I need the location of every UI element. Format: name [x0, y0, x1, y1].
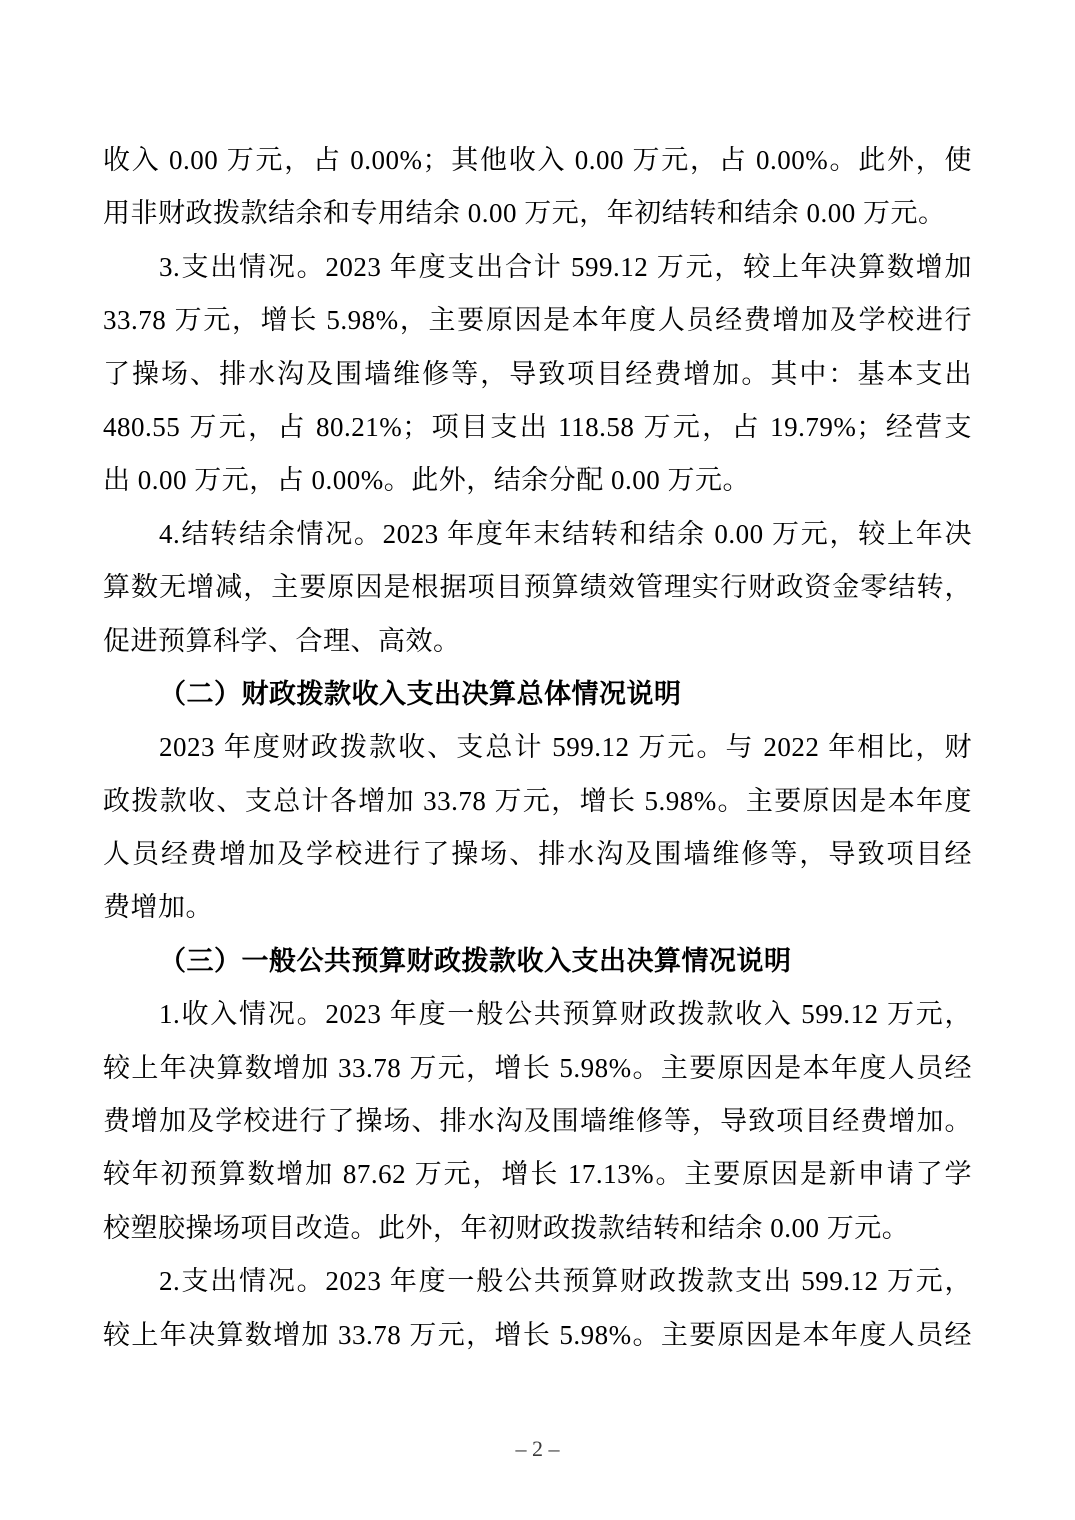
- text-line: 校塑胶操场项目改造。此外，年初财政拨款结转和结余 0.00 万元。: [103, 1212, 910, 1243]
- text-line: 收入 0.00 万元，占 0.00%；其他收入 0.00 万元，占 0.00%。此外，使: [103, 145, 972, 175]
- text-line: 3.支出情况。2023 年度支出合计 599.12 万元，较上年决算数增加: [159, 251, 972, 282]
- text-line: 较上年决算数增加 33.78 万元，增长 5.98%。主要原因是本年度人员经: [103, 1052, 972, 1083]
- text-line: 算数无增减，主要原因是根据项目预算绩效管理实行财政资金零结转，: [103, 572, 972, 603]
- text-line: 1.收入情况。2023 年度一般公共预算财政拨款收入 599.12 万元，: [159, 999, 972, 1030]
- text-line: 政拨款收、支总计各增加 33.78 万元，增长 5.98%。主要原因是本年度: [103, 785, 972, 816]
- text-line: 480.55 万元，占 80.21%；项目支出 118.58 万元，占 19.79%；经营支: [103, 411, 972, 442]
- text-line: 人员经费增加及学校进行了操场、排水沟及围墙维修等，导致项目经: [103, 839, 972, 870]
- page-number: – 2 –: [515, 1436, 560, 1461]
- text-line: 33.78 万元，增长 5.98%，主要原因是本年度人员经费增加及学校进行: [103, 305, 972, 336]
- text-line: 2023 年度财政拨款收、支总计 599.12 万元。与 2022 年相比，财: [159, 732, 972, 763]
- document-body: [103, 134, 972, 1362]
- section-heading: （三）一般公共预算财政拨款收入支出决算情况说明: [159, 945, 792, 976]
- text-line: 较年初预算数增加 87.62 万元，增长 17.13%。主要原因是新申请了学: [103, 1159, 972, 1190]
- section-heading: （二）财政拨款收入支出决算总体情况说明: [159, 678, 682, 709]
- text-line: 促进预算科学、合理、高效。: [103, 625, 461, 656]
- text-line: 较上年决算数增加 33.78 万元，增长 5.98%。主要原因是本年度人员经: [103, 1319, 972, 1350]
- text-line: 费增加。: [103, 892, 213, 923]
- text-line: 费增加及学校进行了操场、排水沟及围墙维修等，导致项目经费增加。: [103, 1106, 972, 1137]
- text-line: 了操场、排水沟及围墙维修等，导致项目经费增加。其中：基本支出: [103, 358, 972, 389]
- text-line: 4.结转结余情况。2023 年度年末结转和结余 0.00 万元，较上年决: [159, 518, 972, 549]
- text-line: 出 0.00 万元，占 0.00%。此外，结余分配 0.00 万元。: [103, 465, 750, 496]
- text-line: 用非财政拨款结余和专用结余 0.00 万元，年初结转和结余 0.00 万元。: [103, 198, 946, 229]
- page-footer: [0, 1434, 1075, 1464]
- text-line: 2.支出情况。2023 年度一般公共预算财政拨款支出 599.12 万元，: [159, 1266, 972, 1297]
